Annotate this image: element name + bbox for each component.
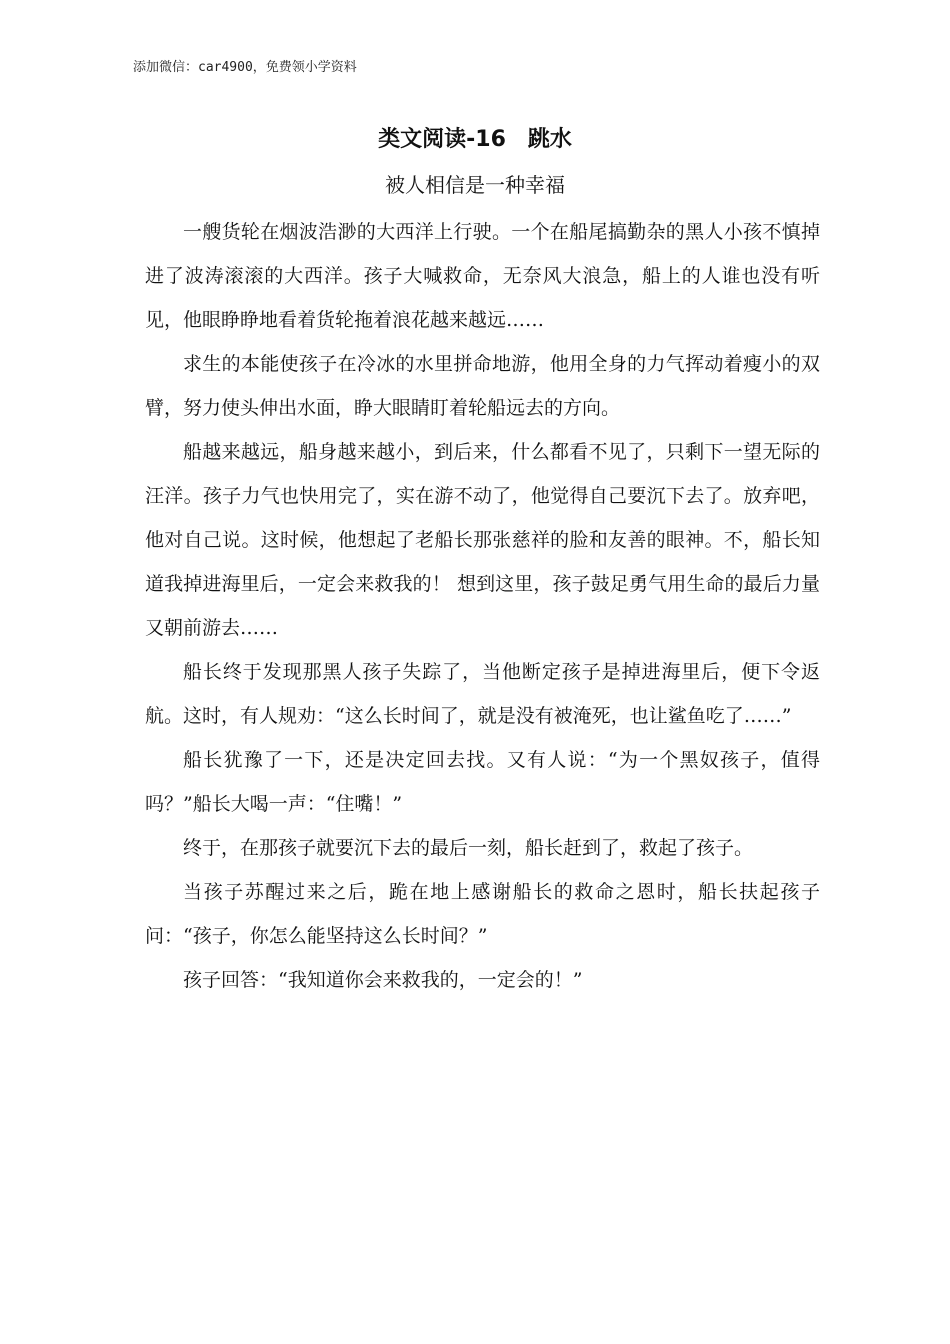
header-note: 添加微信：car4900，免费领小学资料 (133, 60, 357, 75)
paragraph-4: 船长终于发现那黑人孩子失踪了，当他断定孩子是掉进海里后，便下令返航。这时，有人规劝：“这么长时间了，就是没有被淹死，也让鲨鱼吃了……” (145, 661, 820, 727)
paragraph-1: 一艘货轮在烟波浩渺的大西洋上行驶。一个在船尾搞勤杂的黑人小孩不慎掉进了波涛滚滚的大西洋。孩子大喊救命，无奈风大浪急，船上的人谁也没有听见，他眼睁睁地看着货轮拖着浪花越来越远…… (145, 221, 820, 331)
paragraph-8: 孩子回答：“我知道你会来救我的，一定会的！” (183, 969, 583, 991)
article-body (145, 210, 820, 1002)
paragraph-6: 终于，在那孩子就要沉下去的最后一刻，船长赶到了，救起了孩子。 (183, 837, 754, 859)
paragraph-3: 船越来越远，船身越来越小，到后来，什么都看不见了，只剩下一望无际的汪洋。孩子力气也快用完了，实在游不动了，他觉得自己要沉下去了。放弃吧，他对自己说。这时候，他想起了老船长那张慈祥的脸和友善的眼神。不，船长知道我掉进海里后，一定会来救我的！ 想到这里，孩子鼓足勇气用生命的最后力量又朝前游去…… (145, 441, 820, 639)
page-title: 类文阅读-16 跳水 (378, 127, 572, 152)
page-subtitle: 被人相信是一种幸福 (385, 173, 565, 197)
paragraph-2: 求生的本能使孩子在冷冰的水里拼命地游，他用全身的力气挥动着瘦小的双臂，努力使头伸出水面，睁大眼睛盯着轮船远去的方向。 (145, 353, 820, 419)
paragraph-7: 当孩子苏醒过来之后，跪在地上感谢船长的救命之恩时，船长扶起孩子问：“孩子，你怎么能坚持这么长时间？” (145, 881, 820, 947)
paragraph-5: 船长犹豫了一下，还是决定回去找。又有人说：“为一个黑奴孩子，值得吗？”船长大喝一声：“住嘴！” (145, 749, 820, 815)
